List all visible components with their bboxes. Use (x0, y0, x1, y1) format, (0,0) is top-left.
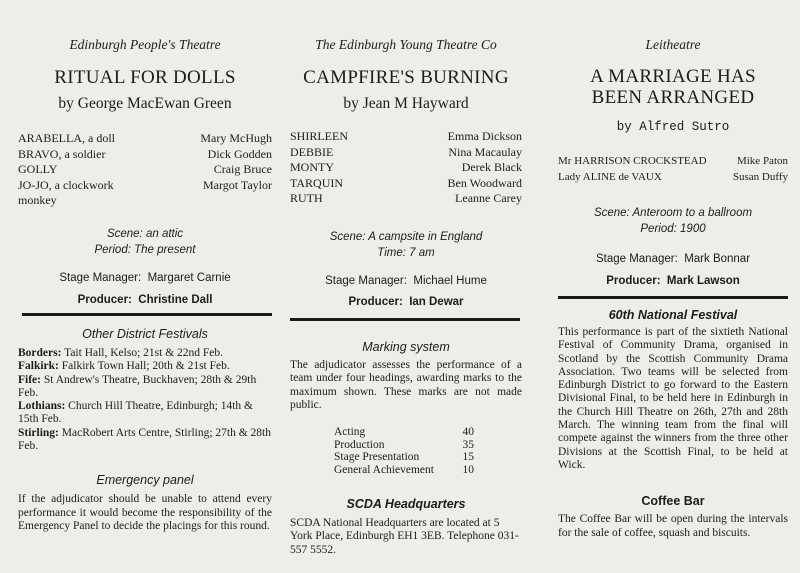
coffee-heading: Coffee Bar (641, 494, 705, 509)
divider-rule (290, 318, 520, 321)
cast-role: TARQUIN (290, 175, 344, 190)
scene-info (290, 229, 522, 261)
cast-row (290, 160, 522, 176)
company-name: Edinburgh People's Theatre (69, 37, 221, 52)
stage-manager-label: Stage Manager: (595, 253, 678, 265)
scene-line: Scene: A campsite in England (329, 230, 483, 243)
cast-row (18, 162, 272, 178)
producer-credit (558, 275, 788, 287)
cast-row (290, 145, 522, 161)
cast-actor: Susan Duffy (732, 170, 788, 183)
cast-row (18, 178, 272, 209)
festival-place: Lothians: (18, 400, 66, 413)
producer-label: Producer: (77, 293, 132, 306)
cast-role: DEBBIE (290, 144, 334, 159)
festival-entry (18, 427, 272, 454)
festival-entry (18, 400, 272, 427)
national-section (558, 308, 788, 540)
festival-entry (18, 374, 272, 401)
marks-value: 35 (462, 438, 474, 451)
cast-role: MONTY (290, 160, 334, 174)
national-heading: 60th National Festival (608, 308, 738, 322)
marks-row (334, 464, 474, 477)
festival-entry (18, 347, 272, 360)
festivals-heading: Other District Festivals (82, 327, 208, 341)
marking-heading: Marking system (362, 340, 450, 354)
producer-label: Producer: (348, 295, 403, 308)
cast-role: RUTH (290, 191, 323, 205)
cast-role: Mr HARRISON CROCKSTEAD (558, 155, 707, 167)
festival-details: MacRobert Arts Centre, Stirling; 27th & 28th Feb. (18, 426, 271, 453)
scene-line: Scene: an attic (106, 227, 184, 240)
marks-value: 15 (462, 451, 474, 464)
marks-row (334, 451, 474, 464)
scene-info (558, 205, 788, 237)
play-author: by Alfred Sutro (616, 120, 730, 134)
festival-details: Falkirk Town Hall; 20th & 21st Feb. (61, 360, 230, 373)
marks-category: Acting (334, 426, 366, 439)
hq-heading: SCDA Headquarters (346, 497, 466, 512)
play-title: RITUAL FOR DOLLS (54, 67, 236, 88)
festival-place: Fife: (18, 373, 41, 386)
marks-row (334, 426, 474, 439)
festivals-section (18, 327, 272, 533)
emergency-heading: Emergency panel (96, 473, 194, 488)
cast-row (558, 170, 788, 186)
marking-text: The adjudicator assesses the performance of a team under four headings, awarding marks to the maximum shown. These marks are not made public. (290, 359, 522, 411)
play-title (558, 66, 788, 108)
festival-place: Falkirk: (18, 360, 59, 373)
cast-row (290, 191, 522, 207)
festival-place: Stirling: (18, 426, 59, 439)
period-line: Period: 1900 (640, 223, 706, 235)
company-name: The Edinburgh Young Theatre Co (315, 37, 497, 52)
cast-role: ARABELLA, a doll (18, 131, 115, 145)
scene-info (18, 226, 272, 258)
divider-rule (558, 296, 788, 299)
play-author: by Jean M Hayward (343, 95, 469, 112)
festival-entry (18, 360, 272, 373)
cast-actor: Mary McHugh (200, 131, 272, 145)
cast-role: SHIRLEEN (290, 129, 348, 143)
marks-table (334, 426, 474, 476)
play-author: by George MacEwan Green (58, 95, 232, 112)
marks-category: Stage Presentation (334, 451, 420, 464)
cast-row (558, 154, 788, 170)
stage-manager-label: Stage Manager: (325, 274, 407, 287)
festival-details: Church Hill Theatre, Edinburgh; 14th & 15th Feb. (18, 400, 253, 426)
marks-category: General Achievement (334, 463, 434, 476)
marking-section (290, 340, 522, 557)
cast-list (558, 154, 788, 185)
period-line: Period: The present (94, 243, 196, 256)
festival-details: Tait Hall, Kelso; 21st & 22nd Feb. (64, 347, 224, 359)
marks-category: Production (334, 438, 385, 451)
cast-actor: Dick Godden (207, 146, 272, 161)
cast-row (290, 129, 522, 145)
cast-list (290, 129, 522, 207)
stage-manager-name: Mark Bonnar (684, 253, 751, 265)
stage-manager-label: Stage Manager: (59, 271, 142, 284)
cast-actor: Leanne Carey (455, 191, 522, 205)
emergency-text: If the adjudicator should be unable to attend every performance it would become the responsibility of the Emergency Panel to decide the placings for this round. (18, 493, 272, 532)
cast-actor: Nina Macaulay (448, 144, 522, 159)
cast-actor: Ben Woodward (447, 175, 522, 190)
cast-row (18, 131, 272, 147)
cast-role: Lady ALINE de VAUX (558, 170, 662, 183)
stage-manager-credit (558, 253, 788, 265)
cast-row (290, 176, 522, 192)
cast-actor: Margot Taylor (202, 177, 272, 192)
marks-value: 10 (462, 463, 474, 476)
play-title: CAMPFIRE'S BURNING (303, 67, 509, 88)
scene-line: Scene: Anteroom to a ballroom (593, 207, 753, 219)
stage-manager-name: Margaret Carnie (147, 271, 231, 284)
hq-text: SCDA National Headquarters are located at 5 York Place, Edinburgh EH1 3EB. Telephone 031-557 5552. (290, 517, 519, 556)
cast-row (18, 147, 272, 163)
producer-name: Christine Dall (138, 293, 213, 306)
play-title-line: A MARRIAGE HAS (590, 66, 756, 87)
national-text: This performance is part of the sixtieth National Festival of Community Drama, organised in Scotland by the Scottish Community Drama Association. Two teams will be selected from Edinburgh District to go forward to the Eastern Divisional Final, to be held here in Edinburgh in the Church Hill Theatre on 26th, 27th and 28th March. The winning team from the final will compete against the winners from the three other Divisions at the Scottish Final, to be held at Wick. (558, 326, 788, 471)
festival-details: St Andrew's Theatre, Buckhaven; 28th & 29th Feb. (18, 373, 257, 399)
divider-rule (22, 313, 272, 316)
cast-role: JO-JO, a clockwork monkey (18, 177, 114, 207)
marks-row (334, 439, 474, 452)
time-line: Time: 7 am (377, 246, 435, 259)
cast-role: BRAVO, a soldier (18, 146, 106, 161)
stage-manager-name: Michael Hume (413, 274, 487, 287)
cast-actor: Derek Black (461, 160, 522, 174)
producer-label: Producer: (606, 275, 661, 287)
producer-name: Ian Dewar (409, 295, 464, 308)
cast-actor: Emma Dickson (447, 129, 522, 143)
festival-place: Borders: (18, 347, 62, 359)
producer-credit (290, 296, 522, 308)
stage-manager-credit (18, 272, 272, 284)
company-name: Leitheatre (645, 37, 701, 52)
producer-credit (18, 294, 272, 306)
cast-actor: Craig Bruce (213, 162, 272, 176)
play-title-line: BEEN ARRANGED (591, 87, 755, 108)
producer-name: Mark Lawson (666, 275, 740, 287)
cast-role: GOLLY (18, 162, 58, 176)
cast-list (18, 131, 272, 209)
stage-manager-credit (290, 275, 522, 287)
marks-value: 40 (462, 426, 474, 439)
coffee-text: The Coffee Bar will be open during the intervals for the sale of coffee, squash and biscuits. (558, 513, 788, 539)
cast-actor: Mike Paton (736, 155, 788, 167)
festivals-list (18, 347, 272, 453)
